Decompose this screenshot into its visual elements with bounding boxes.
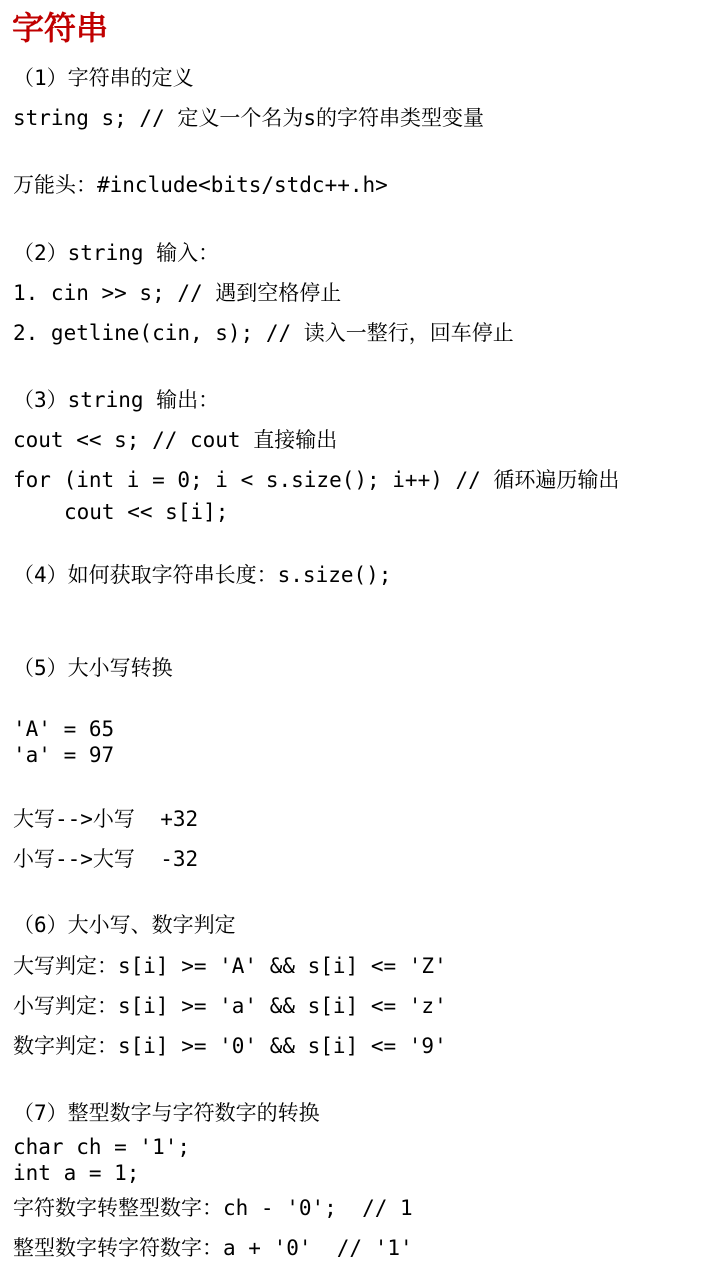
ascii-lower-a: 'a' = 97 bbox=[13, 743, 115, 767]
input-method-2: 2. getline(cin, s); // 读入一整行，回车停止 bbox=[13, 321, 514, 345]
section-5-heading: （5）大小写转换 bbox=[13, 656, 173, 680]
lower-to-upper-line: 小写-->大写 -32 bbox=[13, 847, 199, 871]
ascii-upper-a: 'A' = 65 bbox=[13, 717, 115, 741]
upper-to-lower-line: 大写-->小写 +32 bbox=[13, 807, 199, 831]
string-definition-line: string s; // 定义一个名为s的字符串类型变量 bbox=[13, 106, 485, 130]
int-declaration-line: int a = 1; bbox=[13, 1161, 140, 1185]
section-3-heading: （3）string 输出： bbox=[13, 388, 220, 412]
digit-check-line: 数字判定：s[i] >= '0' && s[i] <= '9' bbox=[13, 1034, 447, 1058]
output-loop-line: for (int i = 0; i < s.size(); i++) // 循环遍历输出 bbox=[13, 468, 620, 492]
char-to-int-line: 字符数字转整型数字：ch - '0'; // 1 bbox=[13, 1196, 413, 1220]
section-2-heading: （2）string 输入： bbox=[13, 241, 220, 265]
lowercase-check-line: 小写判定：s[i] >= 'a' && s[i] <= 'z' bbox=[13, 994, 447, 1018]
uppercase-check-line: 大写判定：s[i] >= 'A' && s[i] <= 'Z' bbox=[13, 954, 447, 978]
section-1-heading: （1）字符串的定义 bbox=[13, 66, 194, 90]
section-7-heading: （7）整型数字与字符数字的转换 bbox=[13, 1101, 320, 1125]
section-4-heading: （4）如何获取字符串长度：s.size(); bbox=[13, 563, 392, 587]
input-method-1: 1. cin >> s; // 遇到空格停止 bbox=[13, 281, 342, 305]
output-loop-body: cout << s[i]; bbox=[64, 500, 229, 524]
universal-header-line: 万能头：#include<bits/stdc++.h> bbox=[13, 173, 388, 197]
page-title: 字符串 bbox=[12, 9, 109, 47]
char-declaration-line: char ch = '1'; bbox=[13, 1135, 191, 1159]
output-cout-line: cout << s; // cout 直接输出 bbox=[13, 428, 338, 452]
int-to-char-line: 整型数字转字符数字：a + '0' // '1' bbox=[13, 1236, 413, 1260]
section-6-heading: （6）大小写、数字判定 bbox=[13, 913, 236, 937]
